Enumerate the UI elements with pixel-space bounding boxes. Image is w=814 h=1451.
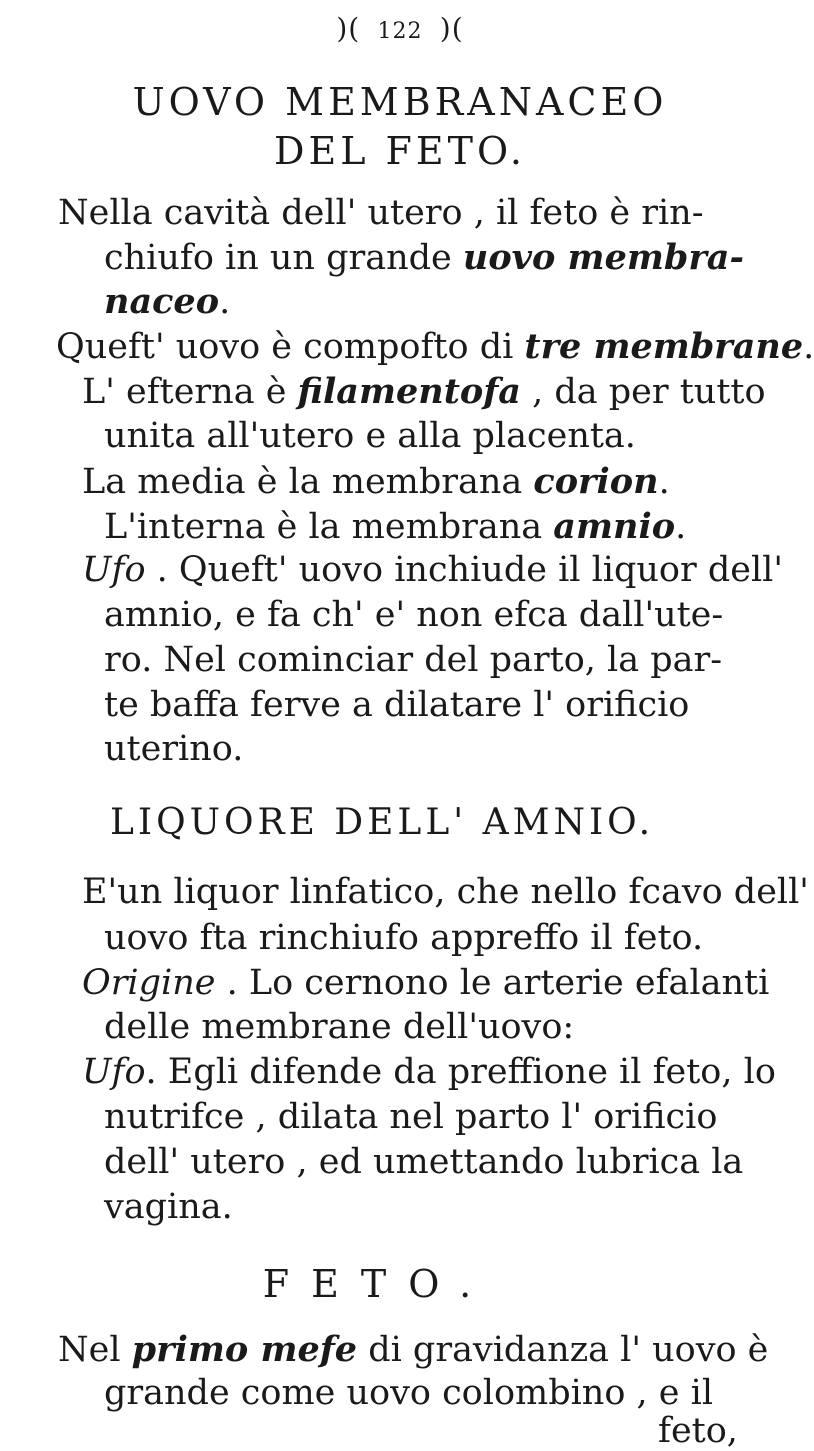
text-line: E'un liquor linfatico, che nello fcavo dell'	[82, 872, 809, 912]
text-line: vagina.	[104, 1187, 233, 1227]
text-line: amnio, e fa ch' e' non efca dall'ute-	[104, 595, 724, 635]
header-right-mark: )(	[439, 12, 464, 45]
text-line: ro. Nel cominciar del parto, la par-	[104, 640, 723, 680]
section-title-liquore: LIQUORE DELL' AMNIO.	[109, 802, 655, 843]
text-line: La media è la membrana corion.	[82, 461, 670, 502]
text-line: dell' utero , ed umettando lubrica la	[104, 1142, 744, 1182]
text-line: Nella cavità dell' utero , il feto è rin-	[58, 193, 704, 233]
running-header	[0, 12, 800, 45]
text-line: Queft' uovo è compofto di tre membrane.	[56, 326, 814, 367]
text-line: feto,	[658, 1411, 738, 1451]
text-line: naceo.	[104, 281, 231, 322]
section-title-feto: FETO.	[262, 1262, 494, 1306]
text-line: delle membrane dell'uovo:	[104, 1007, 575, 1047]
text-line: Ufo . Queft' uovo inchiude il liquor dell'	[82, 550, 783, 590]
text-line: nutrifce , dilata nel parto l' orificio	[104, 1097, 718, 1137]
header-left-mark: )(	[336, 12, 361, 45]
text-line: Ufo. Egli difende da preffione il feto, lo	[82, 1052, 776, 1092]
text-line: unita all'utero e alla placenta.	[104, 416, 636, 456]
section-title-uovo-2: DEL FETO.	[274, 129, 526, 173]
page-number: 122	[377, 19, 423, 44]
text-line: grande come uovo colombino , e il	[104, 1373, 714, 1413]
text-line: Origine . Lo cernono le arterie efalanti	[82, 963, 770, 1003]
section-title-uovo: UOVO MEMBRANACEO	[132, 80, 668, 124]
text-line: uterino.	[104, 729, 244, 769]
text-line: chiufo in un grande uovo membra-	[104, 237, 745, 278]
text-line: uovo fta rinchiufo appreffo il feto.	[104, 918, 704, 958]
text-line: Nel primo mefe di gravidanza l' uovo è	[58, 1329, 769, 1370]
text-line: te baffa ferve a dilatare l' orificio	[104, 685, 690, 725]
text-line: L' efterna è filamentofa , da per tutto	[82, 371, 766, 412]
text-line: L'interna è la membrana amnio.	[104, 506, 687, 547]
